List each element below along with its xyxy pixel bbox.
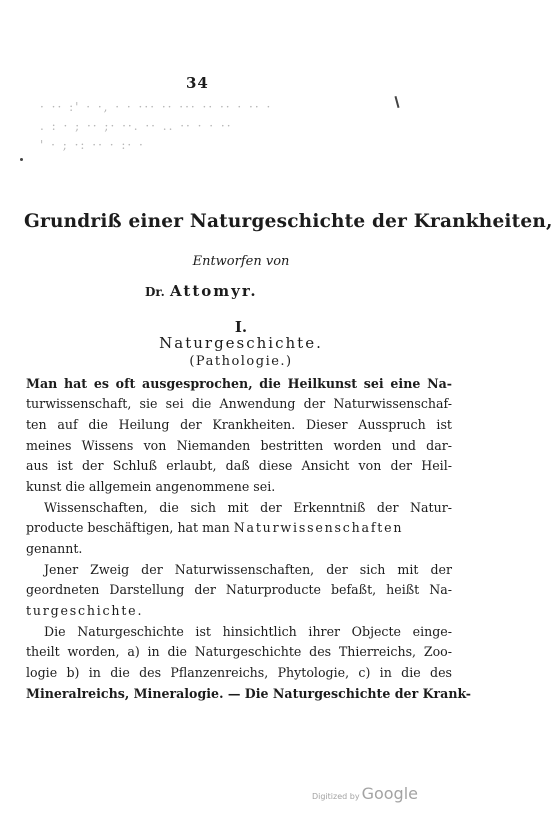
body-line: Mineralreichs, Mineralogie. — Die Naturgeschichte der Krank- [26, 686, 471, 701]
body-line: aus ist der Schluß erlaubt, daß diese Ansicht von der Heil- [26, 458, 452, 473]
body-line: Die Naturgeschichte ist hinsichtlich ihrer Objecte einge- [44, 624, 452, 639]
digitized-label: Digitized by [311, 792, 360, 801]
body-line: genannt. [26, 541, 83, 556]
section-subtitle: (Pathologie.) [189, 354, 293, 369]
section-title: Naturgeschichte. [159, 334, 323, 352]
body-line: meines Wissens von Niemanden bestritten worden und dar- [26, 438, 452, 453]
digitized-watermark [312, 784, 418, 803]
author-prefix: Dr. [145, 285, 165, 299]
body-line: theilt worden, a) in die Naturgeschichte des Thierreichs, Zoo- [26, 644, 452, 659]
body-line: Man hat es oft ausgesprochen, die Heilkunst sei eine Na- [26, 376, 452, 391]
body-text: producte beschäftigen, hat man [26, 520, 234, 535]
google-logo: Google [361, 784, 418, 803]
body-line: turgeschichte. [26, 603, 144, 618]
body-line [26, 520, 452, 535]
page-title: Grundriß einer Naturgeschichte der Krankheiten, [24, 211, 553, 232]
body-line: ten auf die Heilung der Krankheiten. Dieser Ausspruch ist [26, 417, 452, 432]
emphasized-term: Naturwissenschaften [233, 520, 404, 535]
page-mark [20, 158, 23, 161]
page-number: 34 [186, 74, 209, 92]
body-line: kunst die allgemein angenommene sei. [26, 479, 276, 494]
body-line: logie b) in die des Pflanzenreichs, Phytologie, c) in die des [26, 665, 452, 680]
body-line: turwissenschaft, sie sei die Anwendung der Naturwissenschaf- [26, 396, 452, 411]
bleed-through-text: ' · ; ·: ·· · :· · [40, 138, 145, 152]
author [145, 282, 258, 300]
body-line: geordneten Darstellung der Naturproducte befaßt, heißt Na- [26, 582, 452, 597]
byline: Entworfen von [192, 254, 290, 269]
page-mark [394, 96, 399, 108]
bleed-through-text: · ·· :' · ·, · · ··· ·· ··· ·· ·· · ·· · [40, 100, 273, 114]
author-name: Attomyr. [170, 282, 258, 300]
body-line: Jener Zweig der Naturwissenschaften, der sich mit der [44, 562, 452, 577]
bleed-through-text: . : · ; ·· ;· ··. ·· .. ·· · · ·· [40, 119, 233, 133]
body-line: Wissenschaften, die sich mit der Erkenntniß der Natur- [44, 500, 452, 515]
section-number: I. [234, 318, 248, 336]
